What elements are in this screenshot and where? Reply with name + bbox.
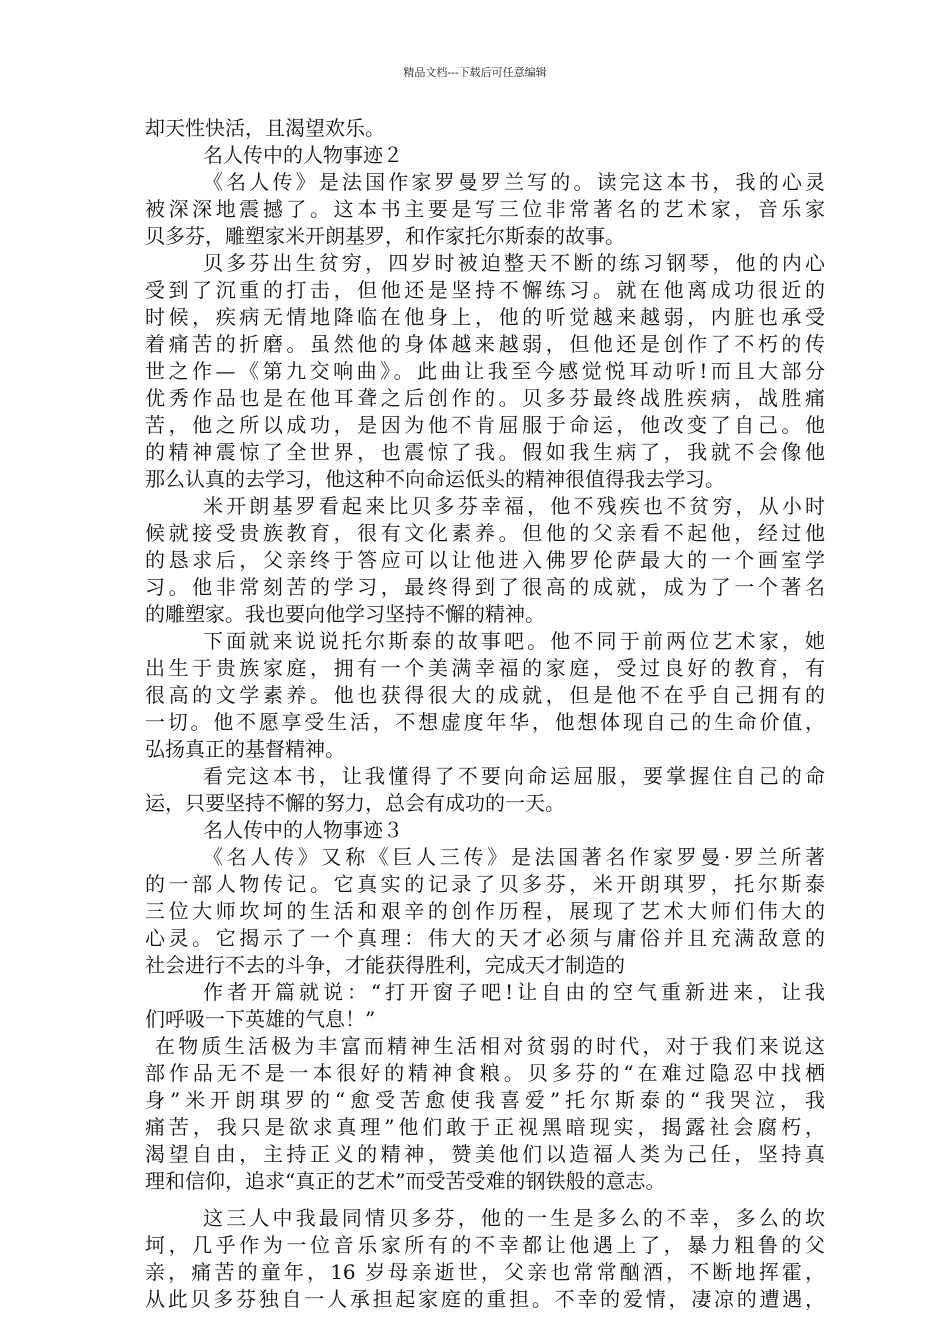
text-line: 部作品无不是一本很好的精神食粮。贝多芬的“在难过隐忍中找栖 [145, 1061, 825, 1085]
document-body [145, 115, 825, 1313]
text-line: 坷，几乎作为一位音乐家所有的不幸都让他遇上了，暴力粗鲁的父 [145, 1233, 825, 1257]
text-line: 身”米开朗琪罗的“愈受苦愈使我喜爱”托尔斯泰的“我哭泣，我 [145, 1088, 825, 1112]
text-line: 看完这本书，让我懂得了不要向命运屈服，要掌握住自己的命 [203, 764, 825, 788]
text-line: 们呼吸一下英雄的气息！” [145, 1007, 376, 1031]
text-line: 三位大师坎坷的生活和艰辛的创作历程，展现了艺术大师们伟大的 [145, 899, 825, 923]
text-line: 很高的文学素养。他也获得很大的成就，但是他不在乎自己拥有的 [145, 683, 825, 707]
text-line: 《名人传》又称《巨人三传》是法国著名作家罗曼·罗兰所著 [203, 845, 825, 869]
section-heading: 名人传中的人物事迹２ [203, 143, 403, 167]
text-line: 《名人传》是法国作家罗曼罗兰写的。读完这本书，我的心灵 [203, 170, 825, 194]
text-line: 理和信仰，追求“真正的艺术”而受苦受难的钢铁般的意志。 [145, 1169, 666, 1193]
text-line: 优秀作品也是在他耳聋之后创作的。贝多芬最终战胜疾病，战胜痛 [145, 386, 825, 410]
text-line: 社会进行不去的斗争，才能获得胜利，完成天才制造的 [145, 953, 625, 977]
text-line: 世之作—《第九交响曲》。此曲让我至今感觉悦耳动听!而且大部分 [145, 359, 825, 383]
text-line: 候就接受贵族教育，很有文化素养。但他的父亲看不起他，经过他 [145, 521, 825, 545]
text-line: 被深深地震撼了。这本书主要是写三位非常著名的艺术家，音乐家 [145, 197, 825, 221]
text-line: 贝多芬出生贫穷，四岁时被迫整天不断的练习钢琴，他的内心 [203, 251, 825, 275]
text-line: 亲，痛苦的童年，16 岁母亲逝世，父亲也常常酗酒，不断地挥霍， [145, 1260, 825, 1284]
text-line: 渴望自由，主持正义的精神，赞美他们以造福人类为己任，坚持真 [145, 1142, 825, 1166]
text-line: 的雕塑家。我也要向他学习坚持不懈的精神。 [145, 602, 545, 626]
text-line: 从此贝多芬独自一人承担起家庭的重担。不幸的爱情，凄凉的遭遇， [145, 1287, 825, 1311]
text-line: 的恳求后，父亲终于答应可以让他进入佛罗伦萨最大的一个画室学 [145, 548, 825, 572]
text-line: 时候，疾病无情地降临在他身上，他的听觉越来越弱，内脏也承受 [145, 305, 825, 329]
text-line: 痛苦，我只是欲求真理”他们敢于正视黑暗现实，揭露社会腐朽， [145, 1115, 825, 1139]
text-line: 运，只要坚持不懈的努力，总会有成功的一天。 [145, 791, 565, 815]
text-line: 下面就来说说托尔斯泰的故事吧。他不同于前两位艺术家，她 [203, 629, 825, 653]
page-header: 精品文档---下载后可任意编辑 [403, 66, 547, 79]
text-line: 的一部人物传记。它真实的记录了贝多芬，米开朗琪罗，托尔斯泰 [145, 872, 825, 896]
section-heading: 名人传中的人物事迹３ [203, 818, 403, 842]
text-line: 弘扬真正的基督精神。 [145, 737, 345, 761]
text-line: 着痛苦的折磨。虽然他的身体越来越弱，但他还是创作了不朽的传 [145, 332, 825, 356]
text-line: 贝多芬，雕塑家米开朗基罗，和作家托尔斯泰的故事。 [145, 224, 625, 248]
text-line: 那么认真的去学习，他这种不向命运低头的精神很值得我去学习。 [145, 467, 725, 491]
text-line: 米开朗基罗看起来比贝多芬幸福，他不残疾也不贫穷，从小时 [203, 494, 825, 518]
text-line: 作者开篇就说：“打开窗子吧!让自由的空气重新进来，让我 [203, 980, 825, 1004]
text-line: 苦，他之所以成功，是因为他不肯屈服于命运，他改变了自己。他 [145, 413, 825, 437]
text-line: 在物质生活极为丰富而精神生活相对贫弱的时代，对于我们来说这 [155, 1034, 825, 1058]
text-line: 习。他非常刻苦的学习，最终得到了很高的成就，成为了一个著名 [145, 575, 825, 599]
text-line: 却天性快活，且渴望欢乐。 [145, 116, 385, 140]
text-line: 受到了沉重的打击，但他还是坚持不懈练习。就在他离成功很近的 [145, 278, 825, 302]
text-line: 出生于贵族家庭，拥有一个美满幸福的家庭，受过良好的教育，有 [145, 656, 825, 680]
text-line: 一切。他不愿享受生活，不想虚度年华，他想体现自己的生命价值， [145, 710, 825, 734]
text-line: 的精神震惊了全世界，也震惊了我。假如我生病了，我就不会像他 [145, 440, 825, 464]
text-line: 心灵。它揭示了一个真理：伟大的天才必须与庸俗并且充满敌意的 [145, 926, 825, 950]
text-line: 这三人中我最同情贝多芬，他的一生是多么的不幸，多么的坎 [203, 1206, 825, 1230]
